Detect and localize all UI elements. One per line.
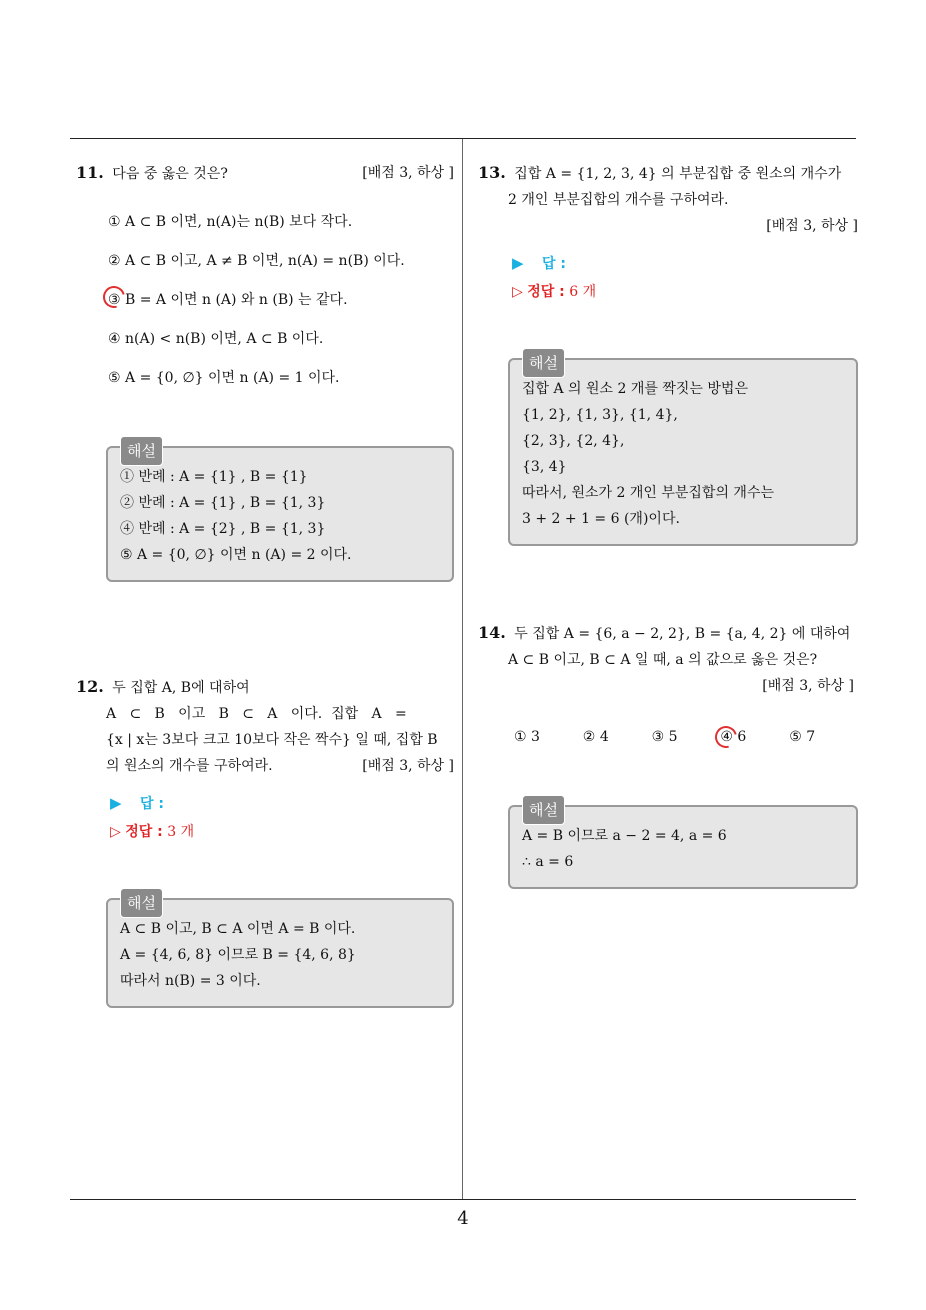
play-icon: ▶ bbox=[512, 254, 524, 272]
choice-text: A = {0, ∅} 이면 n (A) = 1 이다. bbox=[125, 370, 340, 386]
points-label: [배점 3, 하상 ] bbox=[766, 218, 858, 234]
choice-mark: ② bbox=[582, 729, 596, 745]
choice-text: 6 bbox=[737, 729, 747, 745]
choice-mark: ③ bbox=[651, 729, 665, 745]
question-text: 의 원소의 개수를 구하여라. bbox=[106, 758, 273, 774]
choice-list bbox=[478, 729, 858, 745]
explanation-line: A = {4, 6, 8} 이므로 B = {4, 6, 8} bbox=[120, 947, 356, 963]
answer-area bbox=[76, 789, 454, 846]
explanation-line: A ⊂ B 이고, B ⊂ A 이면 A = B 이다. bbox=[120, 921, 356, 937]
points-label: [배점 3, 하상 ] bbox=[362, 758, 454, 774]
top-rule bbox=[70, 138, 856, 139]
explanation-box bbox=[106, 442, 454, 582]
explanation-tag: 해설 bbox=[522, 795, 565, 825]
explanation-box bbox=[106, 894, 454, 1008]
choice-mark: ⑤ bbox=[789, 729, 802, 745]
answer-area bbox=[478, 249, 858, 306]
correct-answer-label: 정답 : bbox=[527, 284, 565, 300]
explanation-line: 따라서, 원소가 2 개인 부분집합의 개수는 bbox=[522, 485, 774, 501]
choice-5[interactable] bbox=[108, 367, 454, 406]
left-column bbox=[76, 160, 454, 989]
choice-text: A ⊂ B 이면, n(A)는 n(B) 보다 작다. bbox=[125, 214, 353, 230]
choice-list bbox=[76, 211, 454, 406]
explanation-line: {1, 2}, {1, 3}, {1, 4}, bbox=[522, 407, 678, 423]
explanation-box bbox=[508, 354, 858, 546]
question-12 bbox=[76, 674, 454, 1008]
answer-label: 답 : bbox=[140, 796, 164, 812]
choice-text: 3 bbox=[531, 729, 540, 745]
choice-mark: ⑤ bbox=[108, 370, 121, 386]
explanation-tag: 해설 bbox=[120, 436, 163, 466]
explanation-box bbox=[508, 801, 858, 889]
choice-mark: ④ bbox=[720, 729, 733, 745]
answer-label: 답 : bbox=[542, 256, 566, 272]
choice-4[interactable] bbox=[108, 328, 454, 367]
bottom-rule bbox=[70, 1199, 856, 1200]
choice-text: A ⊂ B 이고, A ≠ B 이면, n(A) = n(B) 이다. bbox=[125, 253, 405, 269]
explanation-line: ∴ a = 6 bbox=[522, 854, 574, 870]
correct-answer-label: 정답 : bbox=[125, 824, 163, 840]
points-label: [배점 3, 하상 ] bbox=[762, 678, 854, 694]
question-text: A ⊂ B 이고 B ⊂ A 이다. 집합 A = bbox=[106, 706, 407, 722]
explanation-line: ④ 반례 : A = {2} , B = {1, 3} bbox=[120, 521, 326, 537]
triangle-outline-icon: ▷ bbox=[110, 824, 121, 840]
explanation-line: 따라서 n(B) = 3 이다. bbox=[120, 973, 261, 989]
explanation-tag: 해설 bbox=[522, 348, 565, 378]
correct-answer-value: 6 개 bbox=[569, 284, 597, 300]
choice-2[interactable] bbox=[583, 729, 652, 745]
explanation-tag: 해설 bbox=[120, 888, 163, 918]
question-number: 11. bbox=[76, 163, 104, 182]
points-label: [배점 3, 하상 ] bbox=[362, 165, 454, 181]
explanation-line: ① 반례 : A = {1} , B = {1} bbox=[120, 469, 308, 485]
choice-2[interactable] bbox=[108, 250, 454, 289]
question-text: 다음 중 옳은 것은? bbox=[112, 166, 228, 182]
triangle-outline-icon: ▷ bbox=[512, 284, 523, 300]
choice-3-selected[interactable] bbox=[108, 289, 454, 328]
choice-text: 5 bbox=[668, 729, 678, 745]
choice-4-selected[interactable] bbox=[720, 729, 789, 745]
choice-1[interactable] bbox=[514, 729, 583, 745]
question-text: 집합 A = {1, 2, 3, 4} 의 부분집합 중 원소의 개수가 bbox=[514, 166, 842, 182]
question-text: 2 개인 부분집합의 개수를 구하여라. bbox=[508, 192, 729, 208]
choice-1[interactable] bbox=[108, 211, 454, 250]
explanation-line: ⑤ A = {0, ∅} 이면 n (A) = 2 이다. bbox=[120, 547, 352, 563]
explanation-line: A = B 이므로 a − 2 = 4, a = 6 bbox=[522, 828, 727, 844]
choice-text: 7 bbox=[806, 729, 816, 745]
choice-mark: ③ bbox=[108, 292, 121, 308]
page-number: 4 bbox=[457, 1208, 469, 1229]
explanation-line: {3, 4} bbox=[522, 459, 567, 475]
choice-3[interactable] bbox=[652, 729, 721, 745]
question-number: 14. bbox=[478, 623, 506, 642]
column-divider bbox=[462, 139, 463, 1199]
question-11 bbox=[76, 160, 454, 582]
choice-5[interactable] bbox=[789, 729, 858, 745]
question-text: A ⊂ B 이고, B ⊂ A 일 때, a 의 값으로 옳은 것은? bbox=[508, 652, 818, 668]
choice-mark: ② bbox=[108, 253, 121, 269]
explanation-line: {2, 3}, {2, 4}, bbox=[522, 433, 625, 449]
explanation-line: ② 반례 : A = {1} , B = {1, 3} bbox=[120, 495, 326, 511]
answer-circle-mark bbox=[711, 722, 741, 752]
choice-mark: ④ bbox=[108, 331, 121, 347]
question-text: 두 집합 A = {6, a − 2, 2}, B = {a, 4, 2} 에 대하여 bbox=[514, 626, 851, 642]
question-text: {x | x는 3보다 크고 10보다 작은 짝수} 일 때, 집합 B bbox=[106, 732, 438, 748]
choice-mark: ① bbox=[514, 729, 527, 745]
play-icon: ▶ bbox=[110, 794, 122, 812]
choice-text: n(A) < n(B) 이면, A ⊂ B 이다. bbox=[125, 331, 324, 347]
right-column bbox=[478, 160, 858, 870]
question-number: 12. bbox=[76, 677, 104, 696]
question-13 bbox=[478, 160, 858, 546]
explanation-line: 집합 A 의 원소 2 개를 짝짓는 방법은 bbox=[522, 381, 748, 397]
choice-mark: ① bbox=[108, 214, 121, 230]
question-14 bbox=[478, 620, 858, 889]
explanation-line: 3 + 2 + 1 = 6 (개)이다. bbox=[522, 511, 680, 527]
choice-text: B = A 이면 n (A) 와 n (B) 는 같다. bbox=[125, 292, 348, 308]
correct-answer-value: 3 개 bbox=[167, 824, 195, 840]
question-text: 두 집합 A, B에 대하여 bbox=[112, 680, 250, 696]
question-number: 13. bbox=[478, 163, 506, 182]
choice-text: 4 bbox=[599, 729, 609, 745]
